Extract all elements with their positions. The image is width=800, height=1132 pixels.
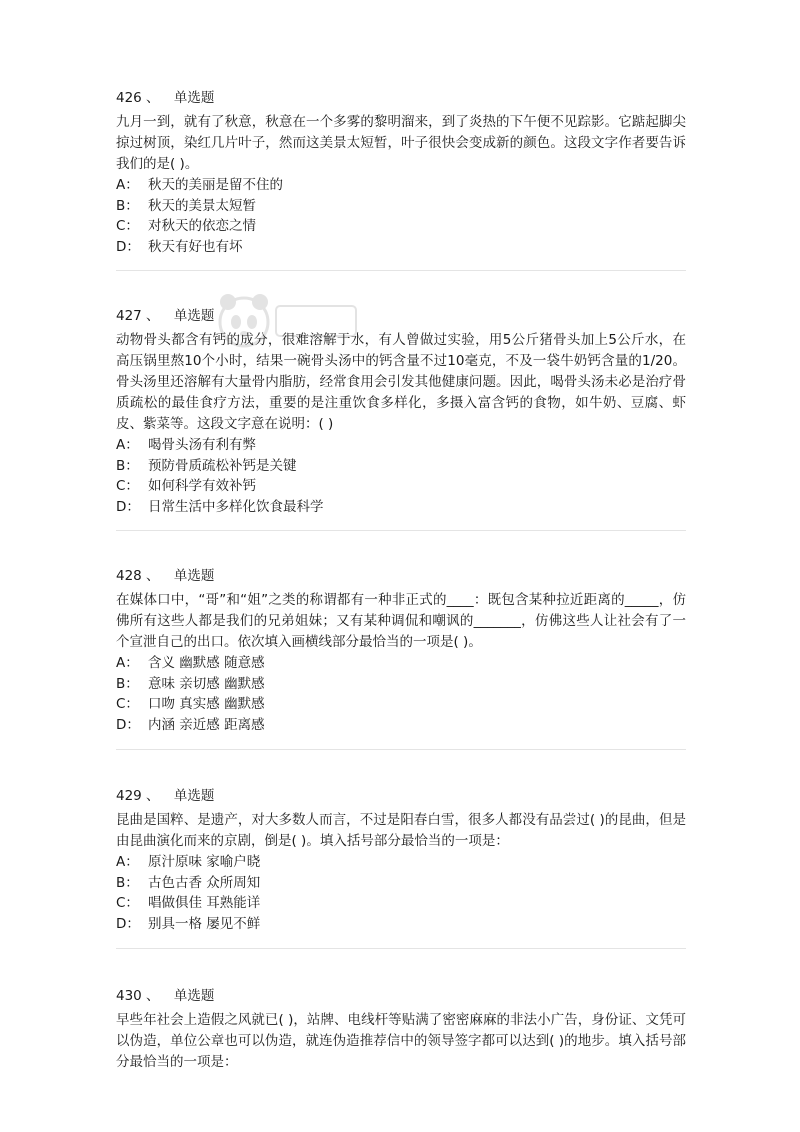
divider xyxy=(116,948,686,949)
question-430 xyxy=(116,986,686,1073)
option-text: 内涵 亲近感 距离感 xyxy=(148,716,265,733)
option-a xyxy=(116,852,686,873)
question-stem: 九月一到，就有了秋意，秋意在一个多雾的黎明溜来，到了炎热的下午便不见踪影。它踮起脚尖掠过树顶，染红几片叶子，然而这美景太短暂，叶子很快会变成新的颜色。这段文字作者要告诉我们的是( )。 xyxy=(116,114,686,172)
option-key: D： xyxy=(116,915,140,932)
question-stem: 早些年社会上造假之风就已( )，站牌、电线杆等贴满了密密麻麻的非法小广告，身份证、文凭可以伪造，单位公章也可以伪造，就连伪造推荐信中的领导签字都可以达到( )的地步。填入括号部分最恰当的一项是： xyxy=(116,1012,686,1070)
question-header xyxy=(116,566,686,586)
option-b xyxy=(116,873,686,894)
question-stem: 昆曲是国粹、是遗产，对大多数人而言，不过是阳春白雪，很多人都没有品尝过( )的昆曲，但是由昆曲演化而来的京剧，倒是( )。填入括号部分最恰当的一项是： xyxy=(116,812,686,849)
option-text: 预防骨质疏松补钙是关键 xyxy=(148,457,297,474)
question-426 xyxy=(116,88,686,257)
option-key: C： xyxy=(116,895,139,911)
question-number: 427 、 xyxy=(116,308,160,324)
option-text: 含义 幽默感 随意感 xyxy=(148,655,265,671)
question-429 xyxy=(116,786,686,934)
option-b xyxy=(116,196,686,217)
divider xyxy=(116,749,686,750)
option-key: D： xyxy=(116,238,140,255)
question-stem: 动物骨头都含有钙的成分，很难溶解于水，有人曾做过实验，用5公斤猪骨头加上5公斤水，在高压锅里熬10个小时，结果一碗骨头汤中的钙含量不过10毫克，不及一袋牛奶钙含量的1/20。骨头汤里还溶解有大量骨内脂肪，经常食用会引发其他健康问题。因此，喝骨头汤未必是治疗骨质疏松的最佳食疗方法，重要的是注重饮食多样化，多摄入富含钙的食物，如牛奶、豆腐、虾皮、紫菜等。这段文字意在说明：( ) xyxy=(116,332,686,432)
option-text: 秋天的美景太短暂 xyxy=(148,197,256,214)
question-header xyxy=(116,306,686,326)
question-type: 单选题 xyxy=(173,308,215,324)
option-d xyxy=(116,914,686,935)
option-key: D： xyxy=(116,498,140,515)
question-428 xyxy=(116,566,686,735)
option-text: 对秋天的依恋之情 xyxy=(148,218,256,234)
option-text: 口吻 真实感 幽默感 xyxy=(148,696,265,712)
option-key: C： xyxy=(116,478,139,494)
option-text: 秋天的美丽是留不住的 xyxy=(148,177,283,193)
question-number: 429 、 xyxy=(116,788,160,804)
option-d xyxy=(116,497,686,518)
option-text: 如何科学有效补钙 xyxy=(148,478,256,494)
option-key: A： xyxy=(116,854,139,870)
option-key: A： xyxy=(116,655,139,671)
option-b xyxy=(116,674,686,695)
divider xyxy=(116,530,686,531)
option-key: A： xyxy=(116,437,139,453)
question-header xyxy=(116,786,686,806)
option-text: 古色古香 众所周知 xyxy=(148,874,261,891)
question-number: 430 、 xyxy=(116,988,160,1004)
question-header xyxy=(116,88,686,108)
option-text: 喝骨头汤有利有弊 xyxy=(148,437,256,453)
option-text: 别具一格 屡见不鲜 xyxy=(148,915,261,932)
option-text: 日常生活中多样化饮食最科学 xyxy=(148,498,324,515)
option-d xyxy=(116,715,686,736)
question-type: 单选题 xyxy=(173,90,215,106)
option-c xyxy=(116,694,686,715)
question-type: 单选题 xyxy=(173,568,215,584)
question-number: 426 、 xyxy=(116,90,160,106)
option-a xyxy=(116,435,686,456)
option-text: 原汁原味 家喻户晓 xyxy=(148,854,261,870)
question-header xyxy=(116,986,686,1006)
option-a xyxy=(116,653,686,674)
option-text: 唱做俱佳 耳熟能详 xyxy=(148,895,261,911)
option-key: A： xyxy=(116,177,139,193)
option-c xyxy=(116,893,686,914)
option-key: B： xyxy=(116,874,139,891)
option-key: C： xyxy=(116,696,139,712)
option-key: B： xyxy=(116,457,139,474)
question-number: 428 、 xyxy=(116,568,160,584)
question-type: 单选题 xyxy=(173,788,215,804)
option-key: D： xyxy=(116,716,140,733)
divider xyxy=(116,270,686,271)
option-a xyxy=(116,175,686,196)
question-stem: 在媒体口中，“哥”和“姐”之类的称谓都有一种非正式的____：既包含某种拉近距离的_____，仿佛所有这些人都是我们的兄弟姐妹；又有某种调侃和嘲讽的_______，仿佛这些人让社会有了一个宣泄自己的出口。依次填入画横线部分最恰当的一项是( )。 xyxy=(116,592,686,650)
option-key: B： xyxy=(116,197,139,214)
question-type: 单选题 xyxy=(173,988,215,1004)
option-text: 秋天有好也有坏 xyxy=(148,238,243,255)
question-427 xyxy=(116,306,686,517)
option-c xyxy=(116,476,686,497)
option-d xyxy=(116,237,686,258)
option-b xyxy=(116,456,686,477)
option-c xyxy=(116,216,686,237)
option-text: 意味 亲切感 幽默感 xyxy=(148,675,265,692)
option-key: B： xyxy=(116,675,139,692)
option-key: C： xyxy=(116,218,139,234)
